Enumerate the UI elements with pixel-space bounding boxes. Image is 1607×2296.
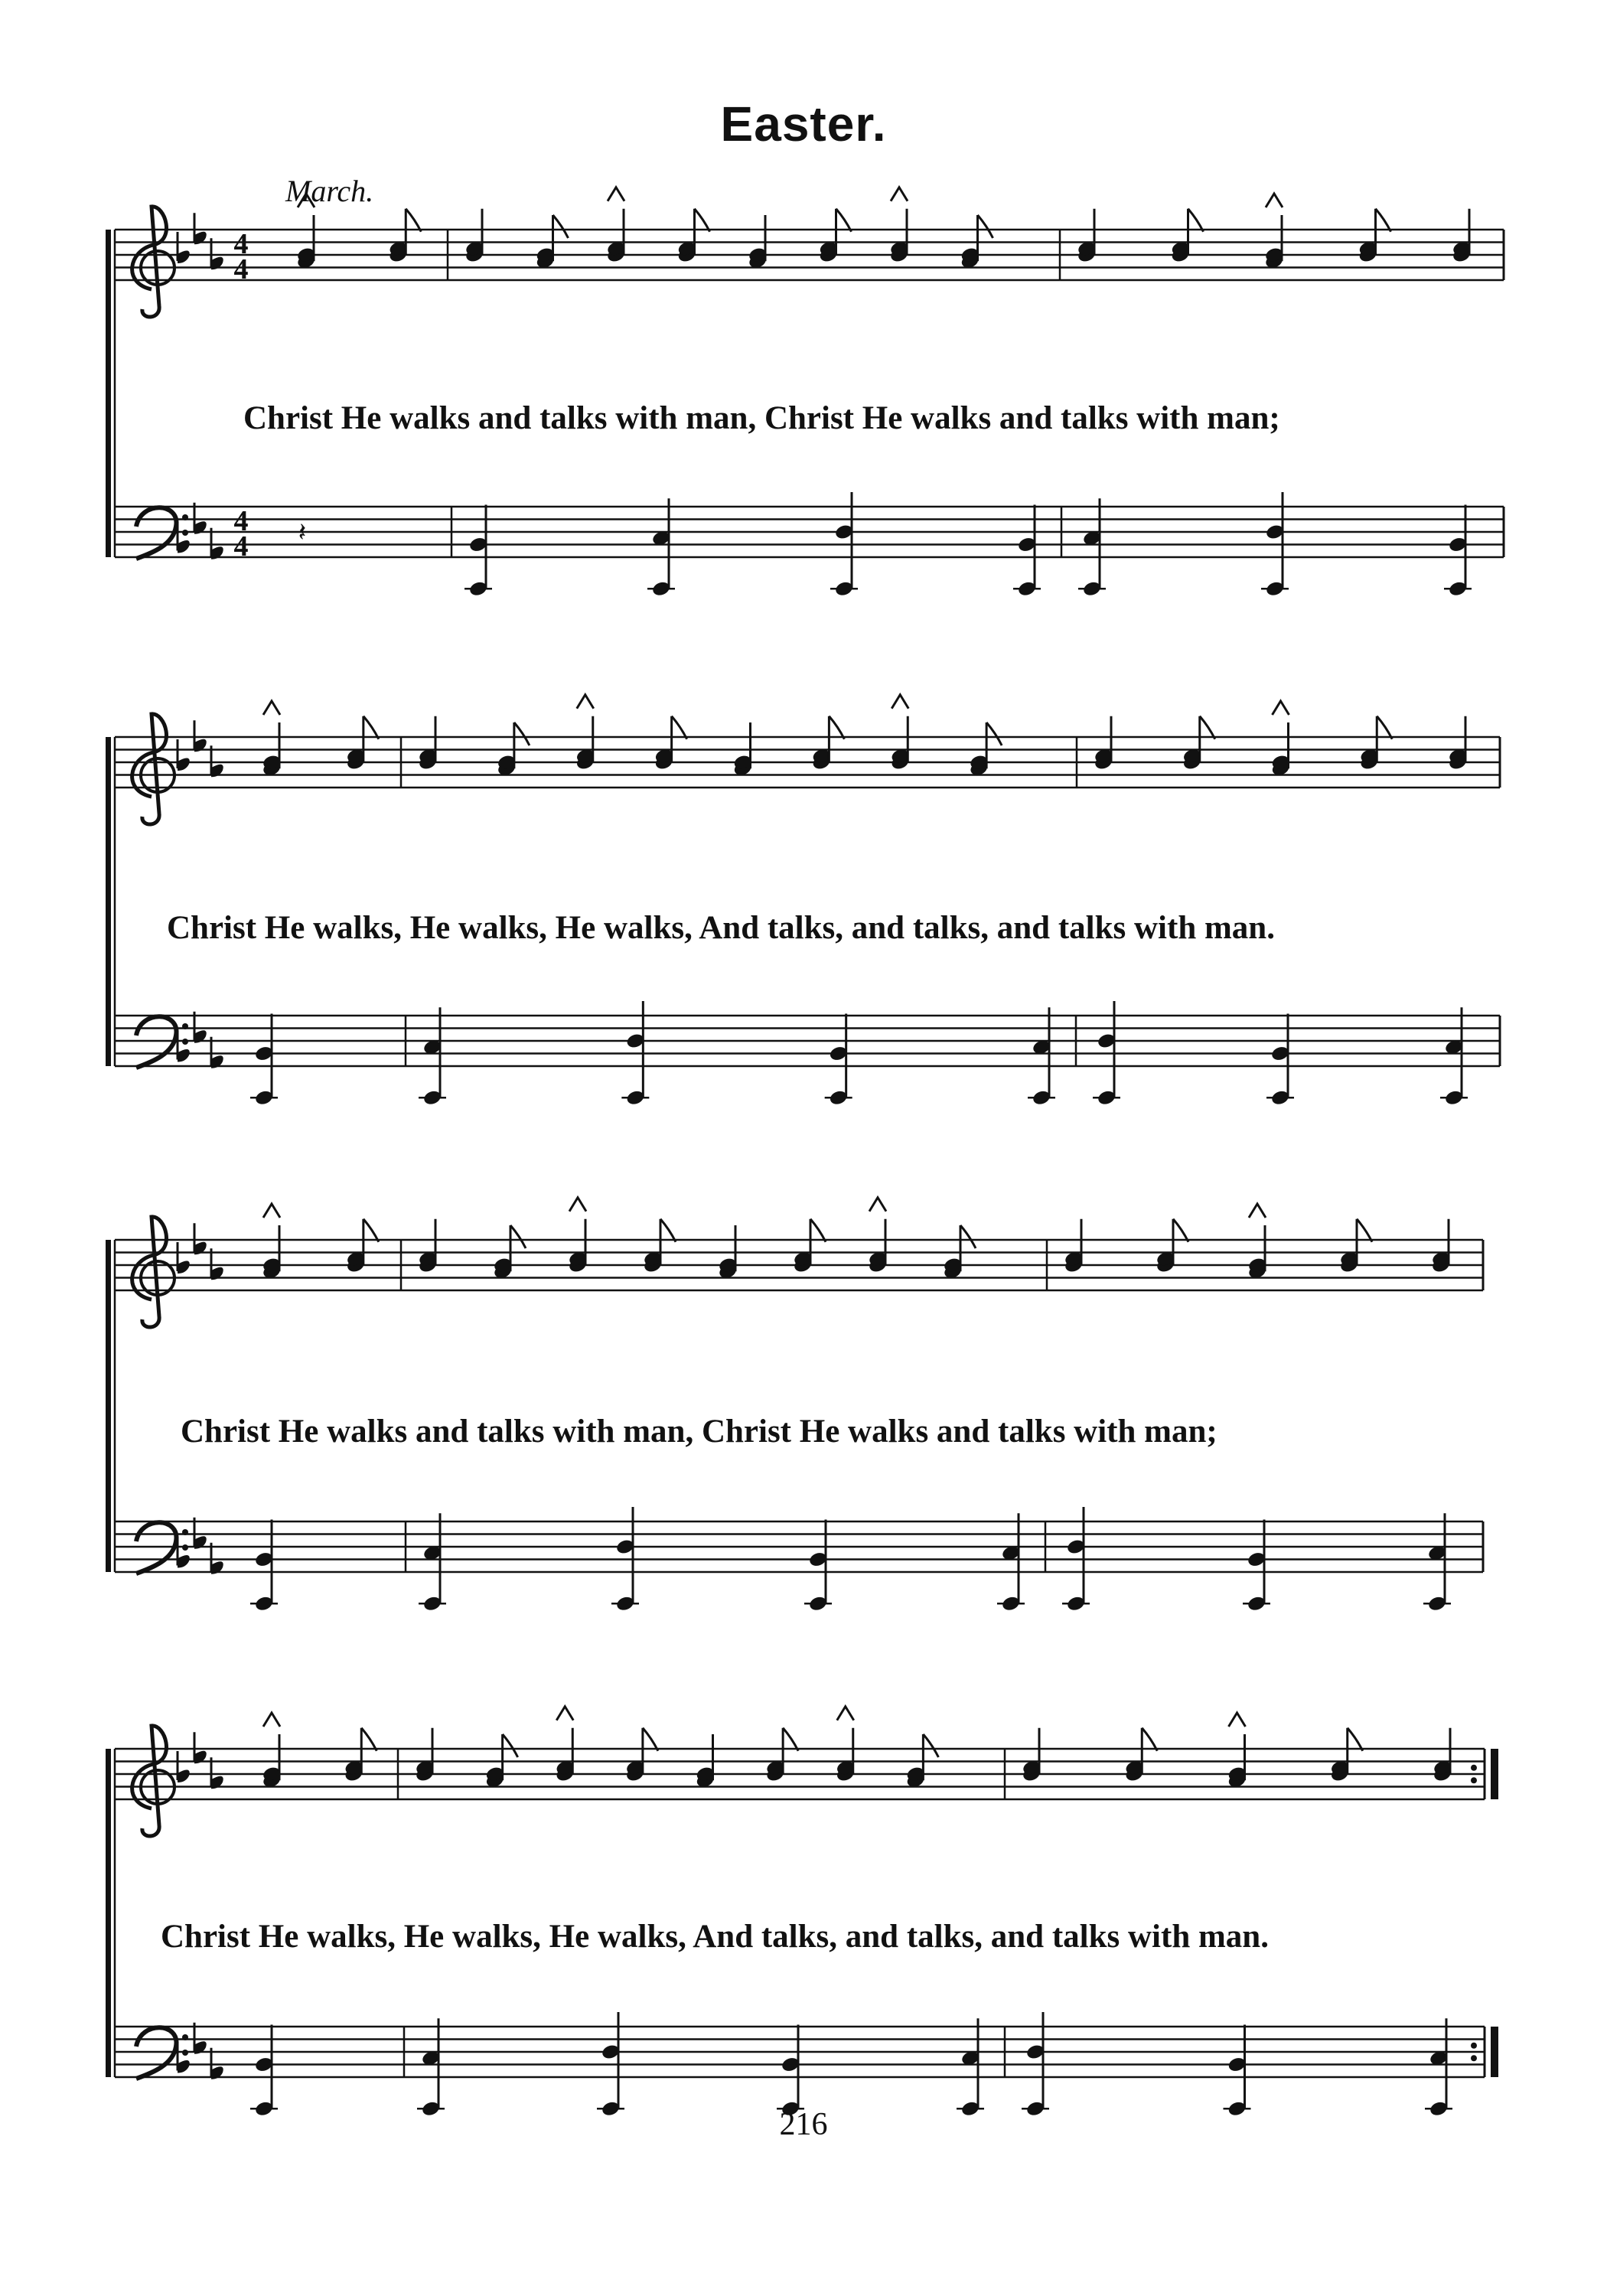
time-signature-digit: 4 (233, 253, 249, 285)
music-system (106, 1198, 1483, 1613)
flag (1376, 209, 1391, 232)
lyric-line-1: Christ He walks and talks with man, Christ He walks and talks with man; (243, 400, 1280, 436)
flag (363, 716, 379, 739)
bass-clef-icon (182, 2034, 188, 2040)
repeat-dot (1471, 2055, 1477, 2061)
bass-clef-icon (182, 514, 188, 520)
accent-mark (556, 1707, 573, 1720)
music-system (106, 188, 1504, 598)
flag (1173, 1219, 1188, 1242)
lyric-line-3: Christ He walks and talks with man, Christ He walks and talks with man; (181, 1414, 1217, 1450)
accent-mark (892, 695, 908, 709)
lyric-line-4: Christ He walks, He walks, He walks, And talks, and talks, and talks with man. (161, 1919, 1269, 1955)
flag (510, 1225, 526, 1248)
bass-clef-icon (136, 507, 176, 559)
flag (503, 1734, 518, 1757)
system-brace (106, 737, 111, 1066)
page-title: Easter. (720, 96, 887, 152)
bass-clef-icon (136, 1016, 176, 1068)
accent-mark (837, 1707, 854, 1720)
flat-icon (178, 251, 189, 263)
treble-clef-icon (132, 207, 167, 317)
accent-mark (1229, 1713, 1246, 1727)
flag (1357, 1219, 1372, 1242)
flag (810, 1219, 826, 1242)
time-signature-digit: 4 (233, 505, 249, 537)
bass-clef-icon (136, 1522, 176, 1574)
flag (660, 1219, 676, 1242)
flat-icon (178, 1770, 189, 1782)
accent-mark (1273, 701, 1289, 715)
final-barline (1491, 2027, 1498, 2077)
accent-mark (608, 188, 624, 201)
accent-mark (298, 194, 315, 207)
flag (960, 1225, 976, 1248)
bass-clef-icon (136, 2027, 176, 2079)
treble-clef-icon (132, 1726, 167, 1836)
flag (361, 1728, 376, 1751)
flag (1377, 716, 1392, 739)
flag (1200, 716, 1215, 739)
music-system (106, 695, 1500, 1107)
flag (829, 716, 844, 739)
accent-mark (1266, 194, 1283, 207)
bass-clef-icon (182, 530, 188, 536)
flag (836, 209, 852, 232)
final-barline (1491, 1749, 1498, 1799)
time-signature-digit: 4 (233, 530, 249, 563)
repeat-dot (1471, 1777, 1477, 1783)
flag (553, 215, 569, 238)
accent-mark (577, 695, 594, 709)
flag (514, 722, 530, 745)
system-brace (106, 1240, 111, 1572)
bass-clef-icon (182, 2050, 188, 2056)
accent-mark (891, 188, 908, 201)
flag (1188, 209, 1204, 232)
flag (986, 722, 1002, 745)
bass-clef-icon (182, 1039, 188, 1045)
rest-icon: 𝄽 (298, 517, 307, 548)
system-brace (106, 1749, 111, 2077)
accent-mark (869, 1198, 886, 1212)
flat-icon (178, 2061, 189, 2073)
flag (643, 1728, 658, 1751)
repeat-dot (1471, 2043, 1477, 2049)
flag (1142, 1728, 1157, 1751)
flag (695, 209, 710, 232)
accent-mark (263, 1713, 280, 1727)
accent-mark (263, 701, 280, 715)
treble-clef-icon (132, 1217, 167, 1327)
accent-mark (263, 1204, 280, 1218)
repeat-dot (1471, 1765, 1477, 1771)
flag (923, 1734, 938, 1757)
time-signature-digit: 4 (233, 228, 249, 260)
flat-icon (178, 1050, 189, 1062)
flat-icon (178, 541, 189, 553)
flag (406, 209, 421, 232)
flag (1348, 1728, 1363, 1751)
treble-clef-icon (132, 714, 167, 824)
flat-icon (178, 1261, 189, 1273)
flag (363, 1219, 379, 1242)
music-system (106, 1707, 1498, 2118)
bass-clef-icon (182, 1529, 188, 1535)
flat-icon (178, 1556, 189, 1567)
flat-icon (178, 758, 189, 770)
bass-clef-icon (182, 1023, 188, 1029)
flag (672, 716, 687, 739)
system-brace (106, 230, 111, 557)
flag (978, 215, 993, 238)
accent-mark (569, 1198, 586, 1212)
accent-mark (1249, 1204, 1266, 1218)
lyric-line-2: Christ He walks, He walks, He walks, And talks, and talks, and talks with man. (167, 910, 1275, 946)
page-number: 216 (779, 2107, 828, 2142)
flag (783, 1728, 798, 1751)
bass-clef-icon (182, 1544, 188, 1551)
tempo-marking: March. (285, 174, 374, 208)
